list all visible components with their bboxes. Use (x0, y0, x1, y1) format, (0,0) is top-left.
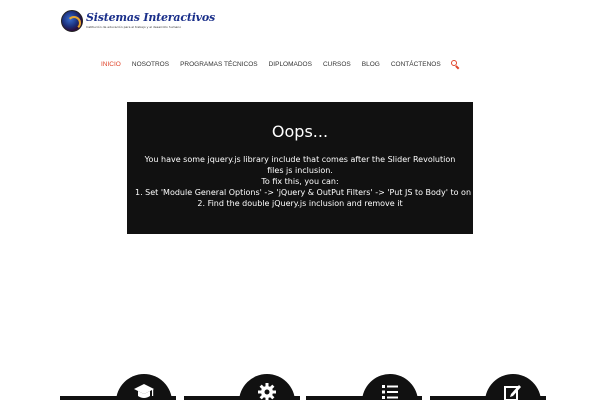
nav-item-contactenos[interactable]: CONTÁCTENOS (390, 60, 441, 68)
gear-icon (257, 382, 277, 400)
search-icon[interactable] (451, 60, 460, 69)
nav-item-cursos[interactable]: CURSOS (322, 60, 351, 68)
edit-icon (503, 382, 523, 400)
nav-item-nosotros[interactable]: NOSOTROS (131, 60, 170, 68)
logo-emblem-icon (61, 10, 83, 32)
nav-item-inicio[interactable]: INICIO (101, 60, 121, 68)
main-nav (101, 58, 460, 70)
feature-card-1[interactable] (116, 374, 172, 400)
logo-subtitle: Institución de educación para el trabajo y el desarrollo humano (86, 25, 182, 29)
feature-card-2[interactable] (239, 374, 295, 400)
site-logo[interactable] (61, 10, 216, 34)
error-line-3: 1. Set 'Module General Options' -> 'jQuery & OutPut Filters' -> 'Put JS to Body' to on (135, 188, 472, 197)
feature-card-4[interactable] (485, 374, 541, 400)
nav-item-blog[interactable]: BLOG (361, 60, 380, 68)
logo-title: Sistemas Interactivos (86, 11, 216, 24)
error-line-2: To fix this, you can: (261, 177, 339, 186)
feature-card-3[interactable] (362, 374, 418, 400)
error-title: Oops... (271, 122, 329, 141)
error-message (135, 154, 472, 209)
search-icon-handle (455, 65, 459, 69)
list-icon (380, 382, 400, 400)
nav-item-programas-tecnicos[interactable]: PROGRAMAS TÉCNICOS (180, 60, 258, 68)
error-line-4: 2. Find the double jQuery.js inclusion and remove it (197, 199, 403, 208)
error-line-1: You have some jquery.js library include that comes after the Slider Revolution files js inclusion. (144, 155, 456, 175)
slider-error-box (127, 102, 473, 234)
graduation-cap-icon (134, 382, 154, 400)
nav-item-diplomados[interactable]: DIPLOMADOS (268, 60, 312, 68)
